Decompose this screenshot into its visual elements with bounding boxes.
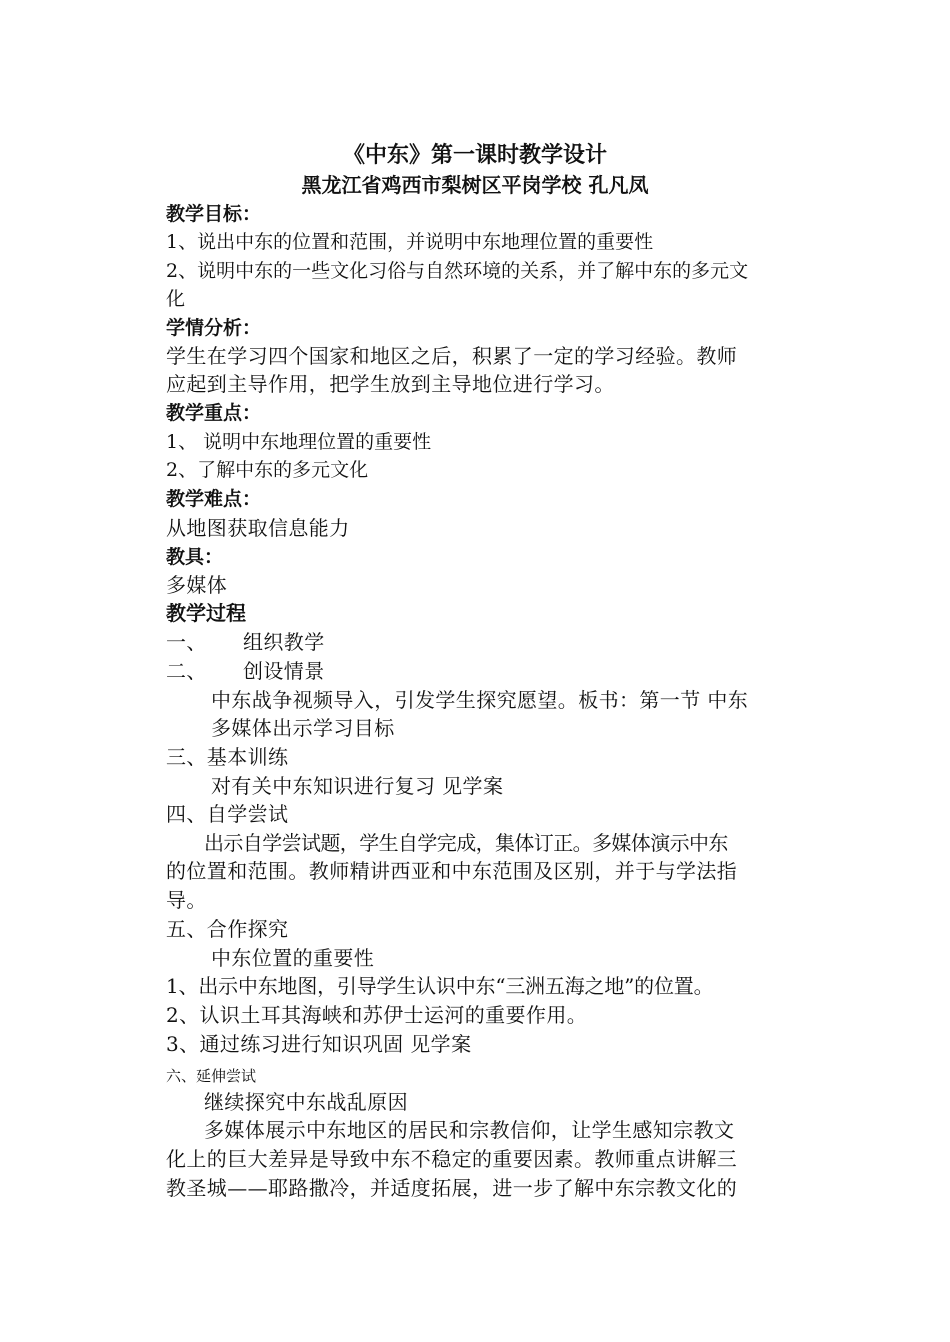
step-text: 化上的巨大差异是导致中东不稳定的重要因素。教师重点讲解三 bbox=[166, 1147, 738, 1171]
step-text: 导。 bbox=[166, 888, 207, 912]
step-text: 1、出示中东地图，引导学生认识中东“三洲五海之地”的位置。 bbox=[166, 974, 714, 998]
key-point-item: 1、 说明中东地理位置的重要性 bbox=[166, 431, 432, 453]
step-text: 多媒体展示中东地区的居民和宗教信仰，让学生感知宗教文 bbox=[204, 1118, 735, 1142]
step-number: 一、 bbox=[166, 630, 207, 654]
analysis-heading: 学情分析： bbox=[166, 317, 262, 339]
step-text: 中东位置的重要性 bbox=[211, 946, 375, 970]
tools-heading: 教具： bbox=[166, 546, 224, 568]
analysis-text: 学生在学习四个国家和地区之后，积累了一定的学习经验。教师 bbox=[166, 344, 738, 368]
goal-item: 化 bbox=[166, 288, 186, 310]
doc-title: 《中东》第一课时教学设计 bbox=[342, 142, 607, 168]
process-heading: 教学过程 bbox=[166, 601, 246, 625]
difficulties-text: 从地图获取信息能力 bbox=[166, 516, 350, 540]
goal-item: 2、说明中东的一些文化习俗与自然环境的关系，并了解中东的多元文 bbox=[166, 260, 749, 282]
step-label: 四、自学尝试 bbox=[166, 802, 289, 826]
step-text: 出示自学尝试题，学生自学完成，集体订正。多媒体演示中东 bbox=[204, 831, 728, 855]
step-number: 二、 bbox=[166, 659, 207, 683]
difficulties-heading: 教学难点： bbox=[166, 488, 262, 510]
step-text: 多媒体出示学习目标 bbox=[211, 716, 395, 740]
step-text: 2、认识土耳其海峡和苏伊士运河的重要作用。 bbox=[166, 1003, 588, 1027]
step-label: 组织教学 bbox=[243, 630, 325, 654]
step-label: 三、基本训练 bbox=[166, 745, 289, 769]
step-label: 六、延伸尝试 bbox=[166, 1067, 257, 1085]
step-label: 创设情景 bbox=[243, 659, 325, 683]
step-text: 对有关中东知识进行复习 见学案 bbox=[211, 774, 504, 798]
step-label: 五、合作探究 bbox=[166, 917, 289, 941]
goal-item: 1、说出中东的位置和范围，并说明中东地理位置的重要性 bbox=[166, 231, 654, 253]
key-points-heading: 教学重点： bbox=[166, 402, 262, 424]
goals-heading: 教学目标： bbox=[166, 203, 262, 225]
step-text: 3、通过练习进行知识巩固 见学案 bbox=[166, 1032, 472, 1056]
analysis-text: 应起到主导作用，把学生放到主导地位进行学习。 bbox=[166, 372, 615, 396]
step-text: 继续探究中东战乱原因 bbox=[204, 1090, 408, 1114]
tools-text: 多媒体 bbox=[166, 573, 228, 597]
step-text: 中东战争视频导入，引发学生探究愿望。板书：第一节 中东 bbox=[211, 688, 749, 712]
step-text: 的位置和范围。教师精讲西亚和中东范围及区别，并于与学法指 bbox=[166, 859, 738, 883]
author-line: 黑龙江省鸡西市梨树区平岗学校 孔凡凤 bbox=[301, 173, 649, 197]
step-text: 教圣城——耶路撒冷，并适度拓展，进一步了解中东宗教文化的 bbox=[166, 1176, 738, 1200]
key-point-item: 2、了解中东的多元文化 bbox=[166, 459, 369, 481]
